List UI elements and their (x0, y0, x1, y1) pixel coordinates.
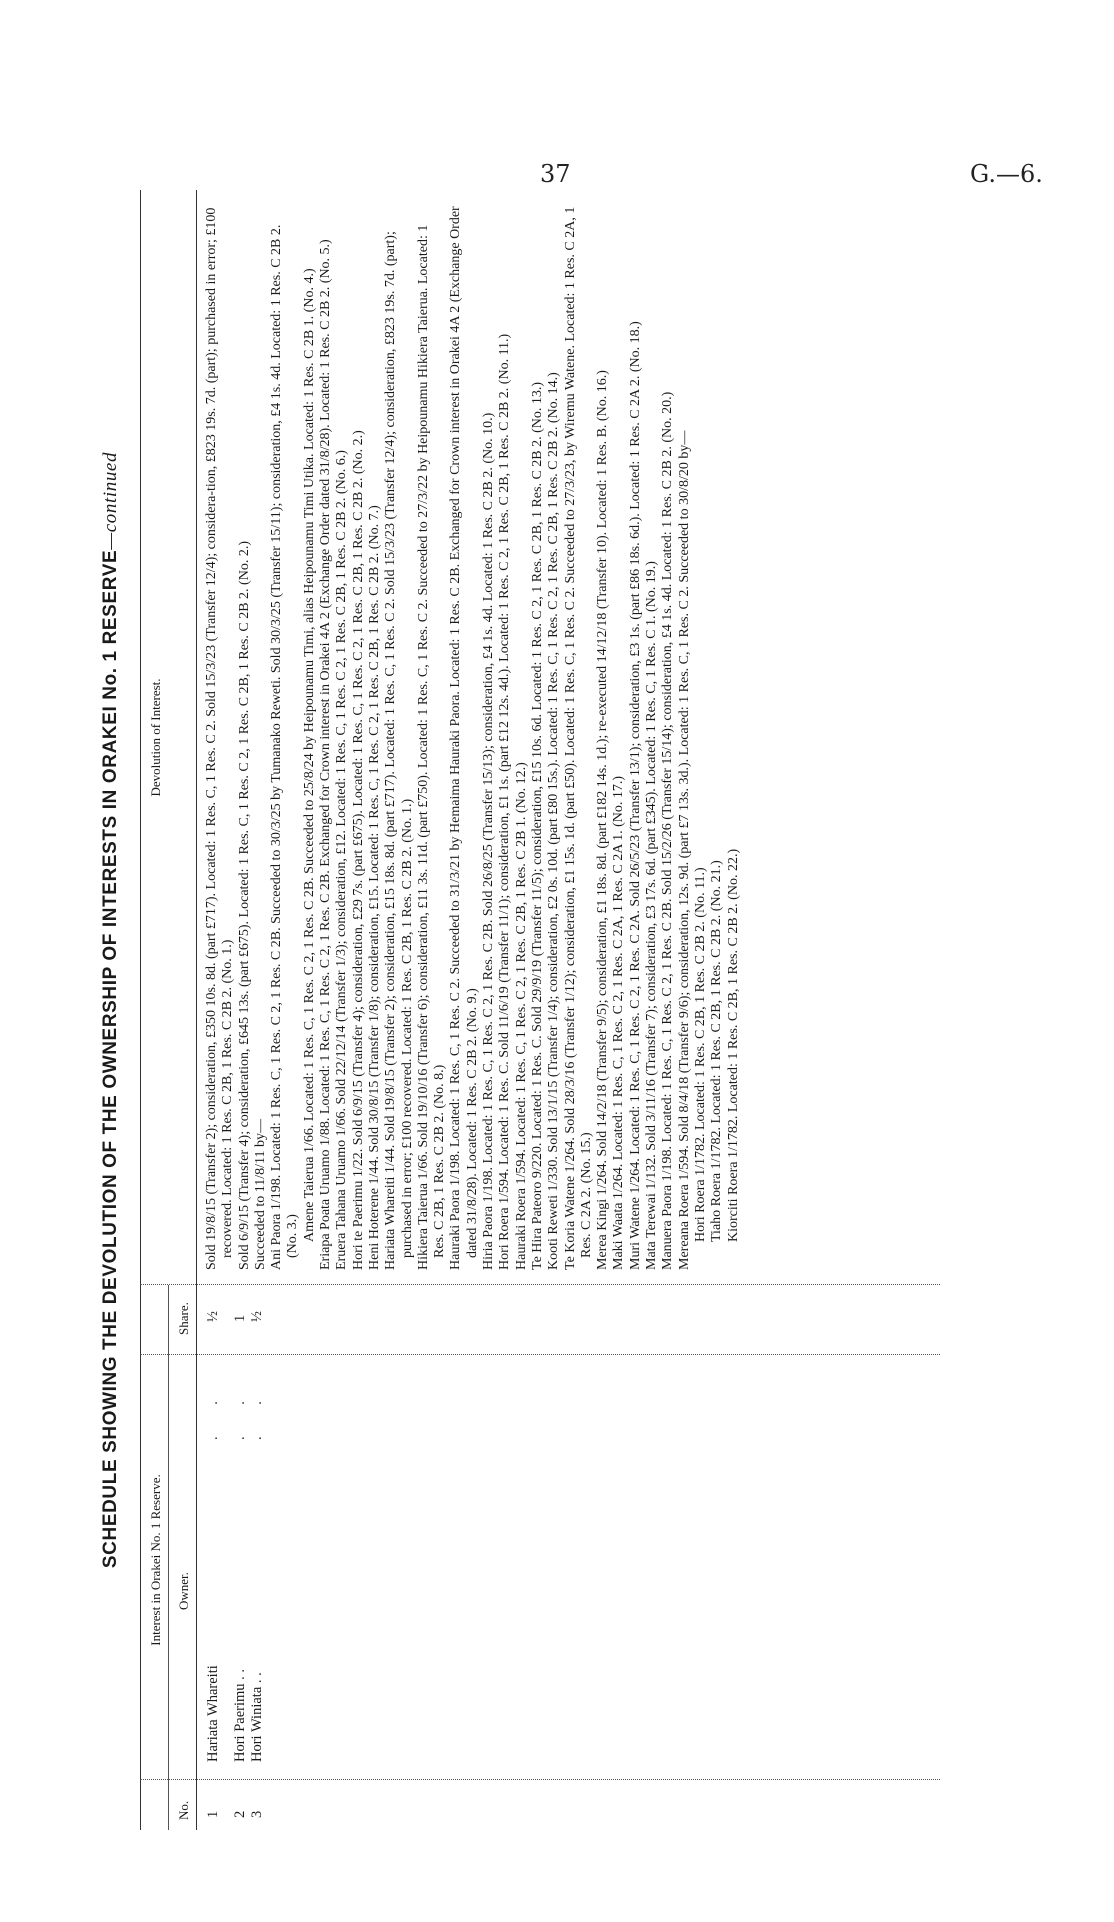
devolution-entry: Hikiera Taierua 1/66. Sold 19/10/16 (Transfer 6); consideration, £11 3s. 11d. (part £750). Located: 1 Res. C, 1 Res. C 2. Succeeded to 27/3/22 by Heipounamu Hikiera Taierua. Located: 1 Res. C 2B, 1 Res. C 2B 2. (No. 8.) (415, 224, 448, 1270)
column-header-owner: Owner. (176, 1572, 191, 1610)
header-bottom-rule (196, 190, 197, 1830)
devolution-entry: Hiria Paora 1/198. Located: 1 Res. C, 1 Res. C 2, 1 Res. C 2B. Sold 26/8/25 (Transfer 15/13); consideration, £4 1s. 4d. Located: 1 Res. C 2B 2. (No. 10.) (481, 412, 497, 1270)
share-value: ½ (249, 1311, 265, 1322)
devolution-entry: Eriapa Poata Uruamo 1/88. Located: 1 Res. C, 1 Res. C 2, 1 Res. C 2B. Exchanged for Crown interest in Orakei 4A 2 (Exchange Order dated 31/8/28). Located: 1 Res. C 2B 2. (No. 5.) (318, 239, 334, 1270)
devolution-entry: Ani Paora 1/198. Located: 1 Res. C, 1 Res. C 2, 1 Res. C 2B. Succeeded to 30/3/25 by Tumanako Reweti. Sold 30/3/25 (Transfer 15/11); consideration, £4 1s. 4d. Located: 1 Res. C 2B 2. (No. 3.) (269, 224, 301, 1270)
interest-group-header: Interest in Orakei No. 1 Reserve. (148, 1474, 163, 1646)
column-divider (140, 1284, 940, 1285)
devolution-entry: Mata Terewai 1/132. Sold 3/11/16 (Transfer 7); consideration, £3 17s. 6d. (part £345). Located: 1 Res. C, 1 Res. C 1. (No. 19.) (644, 561, 660, 1270)
devolution-entry: Muri Watene 1/264. Located: 1 Res. C, 1 Res. C 2, 1 Res. C 2A. Sold 26/5/23 (Transfer 13/1); consideration, £3 1s. (part £86 18s. 6d.). Located: 1 Res. C 2A 2. (No. 18.) (627, 321, 643, 1270)
column-divider (140, 1779, 940, 1780)
devolution-entry: Manuera Paora 1/198. Located: 1 Res. C, 1 Res. C 2, 1 Res. C 2B. Sold 15/2/26 (Transfer 15/14); consideration, £4 1s. 4d. Located: 1 Res. C 2B 2. (No. 20.) (660, 391, 676, 1270)
schedule-title-main: SCHEDULE SHOWING THE DEVOLUTION OF THE OWNERSHIP OF INTERESTS IN ORAKEI No. 1 RESERVE (100, 549, 121, 1569)
schedule-title-suffix: —continued (100, 451, 121, 550)
devolution-entry: Maki Waata 1/264. Located: 1 Res. C, 1 Res. C 2, 1 Res. C 2A, 1 Res. C 2A 1. (No. 17.) (611, 775, 627, 1270)
owner-name: Hariata Whareiti (205, 1665, 221, 1762)
column-header-no: No. (176, 1800, 191, 1820)
devolution-entry: Heni Hoterene 1/44. Sold 30/8/15 (Transfer 1/8); consideration, £15. Located: 1 Res. C, 1 Res. C 2, 1 Res. C 2B, 1 Res. C 2B 2. (No. 7.) (366, 505, 382, 1270)
devolution-entry: Tiaho Roera 1/1782. Located: 1 Res. C 2B, 1 Res. C 2B 2. (No. 21.) (709, 860, 725, 1242)
share-value: 1 (232, 1314, 248, 1322)
column-header-share: Share. (176, 1302, 191, 1335)
schedule-title (100, 190, 122, 1830)
column-divider (140, 1354, 940, 1355)
owner-name: Hori Paerimu . . (232, 1668, 248, 1762)
devolution-entry: Amene Taierua 1/66. Located: 1 Res. C, 1 Res. C 2, 1 Res. C 2B. Succeeded to 25/8/24 by Heipounamu Timi, alias Heipounamu Timi Utika. Located: 1 Res. C 2B 1. (No. 4.) (301, 268, 317, 1242)
share-value: ½ (205, 1311, 221, 1322)
devolution-entry: Hauraki Paora 1/198. Located: 1 Res. C, 1 Res. C 2. Succeeded to 31/3/21 by Hemaima Hauraki Paora. Located: 1 Res. C 2B. Exchanged for Crown interest in Orakei 4A 2 (Exchange Order dated 31/8/28). Located: 1 Res. C 2B 2. (No. 9.) (448, 206, 480, 1270)
devolution-entry: Hori Roera 1/594. Located: 1 Res. C. Sold 11/6/19 (Transfer 11/1); consideration, £1 1s. (part £12 12s. 4d.). Located: 1 Res. C 2, 1 Res. C 2B, 1 Res. C 2B 2. (No. 11.) (497, 333, 513, 1270)
row-number: 3 (249, 1810, 265, 1818)
leader-dots: . . (232, 1387, 248, 1440)
owner-name: Hori Winiata . . (249, 1672, 265, 1762)
devolution-entry: Hori Roera 1/1782. Located: 1 Res. C 2B, 1 Res. C 2B 2. (No. 11.) (692, 867, 708, 1242)
devolution-entry: Hariata Whareiti 1/44. Sold 19/8/15 (Transfer 2); consideration, £15 18s. 8d. (part £717). Located: 1 Res. C, 1 Res. C 2. Sold 15/3/23 (Transfer 12/4); consideration, £823 19s. 7d. (part); purchased in error; £100 recovered. Located: 1 Res. C 2B, 1 Res. C 2B 2. (No. 1.) (383, 231, 415, 1270)
devolution-entry: Kiorciti Roera 1/1782. Located: 1 Res. C 2B, 1 Res. C 2B 2. (No. 22.) (725, 848, 741, 1242)
devolution-entry: Succeeded to 11/8/11 by— (252, 1119, 268, 1270)
devolution-entry: Hauraki Roera 1/594. Located: 1 Res. C, 1 Res. C 2, 1 Res. C 2B, 1 Res. C 2B 1. (No. 12.) (513, 762, 529, 1270)
devolution-entry: Merea Kingi 1/264. Sold 14/2/18 (Transfer 9/5); consideration, £1 18s. 8d. (part £182 14s. 1d.); re-executed 14/12/18 (Transfer 10). Located: 1 Res. B. (No. 16.) (595, 370, 611, 1270)
devolution-entry: Sold 19/8/15 (Transfer 2); consideration, £350 10s. 8d. (part £717). Located: 1 Res. C, 1 Res. C 2. Sold 15/3/23 (Transfer 12/4); considera-tion, £823 19s. 7d. (part); purchased in error; £100 recovered. Located: 1 Res. C 2B, 1 Res. C 2B 2. (No. 1.) (204, 207, 236, 1270)
devolution-entry: Sold 6/9/15 (Transfer 4); consideration, £645 13s. (part £675). Located: 1 Res. C, 1 Res. C 2, 1 Res. C 2B, 1 Res. C 2B 2. (No. 2.) (236, 541, 252, 1270)
header-top-rule (140, 190, 141, 1830)
page-number: 37 (540, 160, 571, 188)
column-header-devolution: Devolution of Interest. (148, 678, 163, 797)
leader-dots: . . (249, 1387, 265, 1440)
devolution-text (204, 200, 742, 1270)
rotated-schedule (100, 190, 960, 1830)
leader-dots: . . (205, 1387, 221, 1440)
devolution-entry: Eruera Tahana Uruamo 1/66. Sold 22/12/14 (Transfer 1/3); consideration, £12. Located: 1 Res. C, 1 Res. C 2, 1 Res. C 2B, 1 Res. C 2B 2. (No. 6.) (334, 450, 350, 1270)
devolution-entry: Hori te Paerimu 1/22. Sold 6/9/15 (Transfer 4); consideration, £29 7s. (part £675). Located: 1 Res. C, 1 Res. C 2, 1 Res. C 2B, 1 Res. C 2B 2. (No. 2.) (350, 430, 366, 1270)
row-number: 1 (205, 1810, 221, 1818)
row-number: 2 (232, 1810, 248, 1818)
devolution-entry: Mereana Roera 1/594. Sold 8/4/18 (Transfer 9/6); consideration, 12s. 9d. (part £7 13s. 3d.). Located: 1 Res. C, 1 Res. C 2. Succeeded to 30/8/20 by— (676, 430, 692, 1270)
devolution-entry: Kooti Reweti 1/330. Sold 13/1/15 (Transfer 1/4); consideration, £2 0s. 10d. (part £80 15s.). Located: 1 Res. C, 1 Res. C 2, 1 Res. C 2B, 1 Res. C 2B 2. (No. 14.) (546, 372, 562, 1270)
devolution-entry: Te Koria Watene 1/264. Sold 28/3/16 (Transfer 1/12); consideration, £1 15s. 1d. (part £50). Located: 1 Res. C, 1 Res. C 2. Succeeded to 27/3/23, by Wiremu Watene. Located: 1 Res. C 2A, 1 Res. C 2A 2. (No. 15.) (562, 206, 594, 1270)
document-reference: G.—6. (970, 160, 1043, 188)
devolution-entry: Te Hira Pateoro 9/220. Located: 1 Res. C. Sold 29/9/19 (Transfer 11/5); consideration, £15 10s. 6d. Located: 1 Res. C 2, 1 Res. C 2B, 1 Res. C 2B 2. (No. 13.) (529, 381, 545, 1270)
group-header-rule (168, 1285, 169, 1830)
